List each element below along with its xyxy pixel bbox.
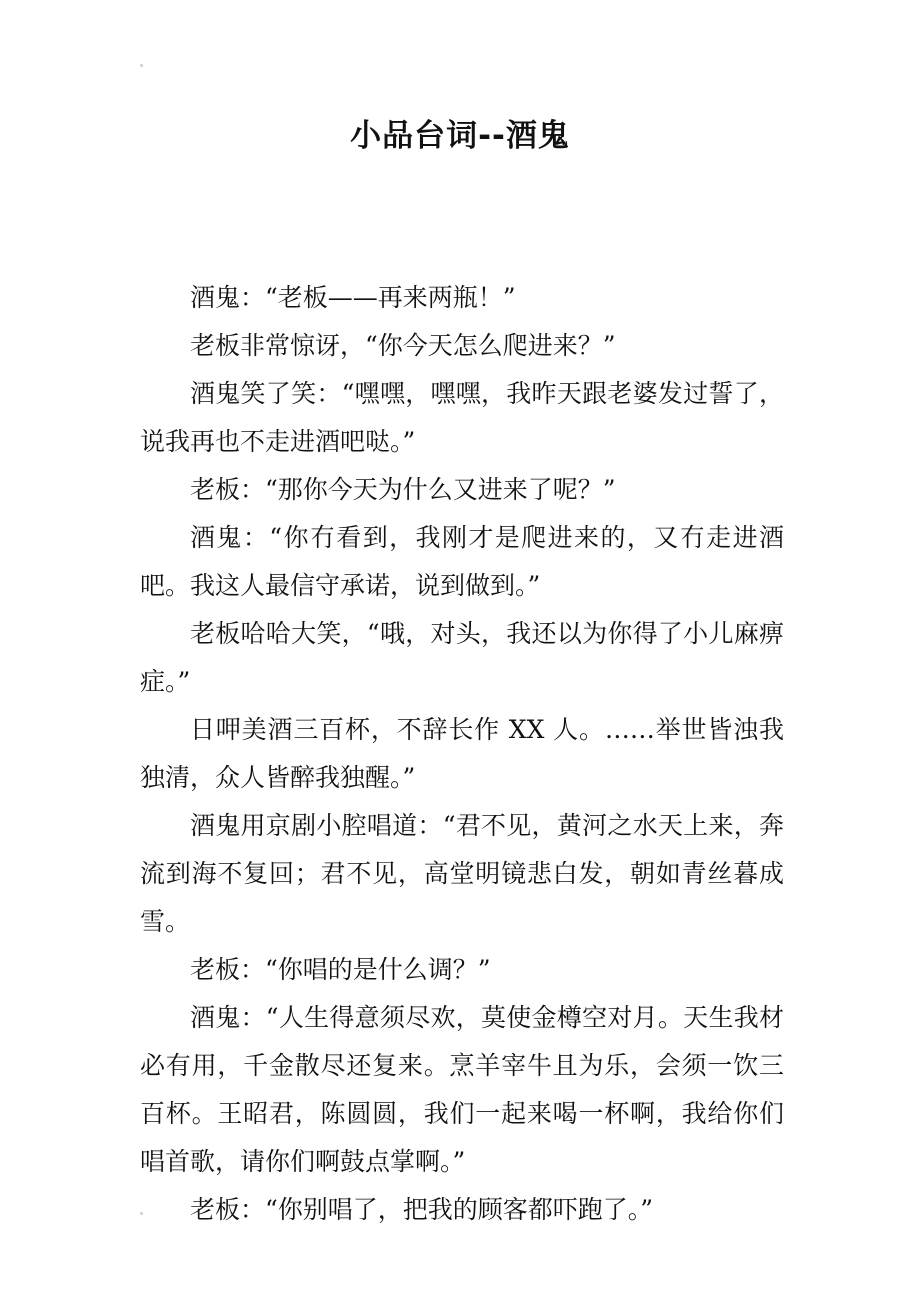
document-body xyxy=(140,274,784,1234)
document-title: 小品台词--酒鬼 xyxy=(350,118,570,154)
paragraph: 酒鬼：“人生得意须尽欢，莫使金樽空对月。天生我材必有用，千金散尽还复来。烹羊宰牛且为乐，会须一饮三百杯。王昭君，陈圆圆，我们一起来喝一杯啊，我给你们唱首歌，请你们啊鼓点掌啊。” xyxy=(140,1003,784,1176)
paragraph: 老板：“你唱的是什么调？” xyxy=(190,955,491,984)
paragraph: 老板：“你别唱了，把我的顾客都吓跑了。” xyxy=(190,1195,654,1224)
paragraph: 酒鬼：“老板——再来两瓶！” xyxy=(190,283,516,312)
page-corner-mark-bottom xyxy=(140,1212,143,1215)
paragraph: 老板哈哈大笑，“哦，对头，我还以为你得了小儿麻痹症。” xyxy=(140,619,784,696)
paragraph: 老板：“那你今天为什么又进来了呢？” xyxy=(190,475,616,504)
page-corner-mark-top xyxy=(140,64,143,67)
paragraph: 酒鬼用京剧小腔唱道：“君不见，黄河之水天上来，奔流到海不复回；君不见，高堂明镜悲白发，朝如青丝暮成雪。 xyxy=(140,811,784,936)
paragraph: 日呷美酒三百杯，不辞长作 XX 人。……举世皆浊我独清，众人皆醉我独醒。” xyxy=(140,715,784,792)
paragraph: 酒鬼：“你冇看到，我刚才是爬进来的，又冇走进酒吧。我这人最信守承诺，说到做到。” xyxy=(140,523,784,600)
paragraph: 老板非常惊讶，“你今天怎么爬进来？” xyxy=(190,331,616,360)
paragraph: 酒鬼笑了笑：“嘿嘿，嘿嘿，我昨天跟老婆发过誓了，说我再也不走进酒吧哒。” xyxy=(140,379,784,456)
